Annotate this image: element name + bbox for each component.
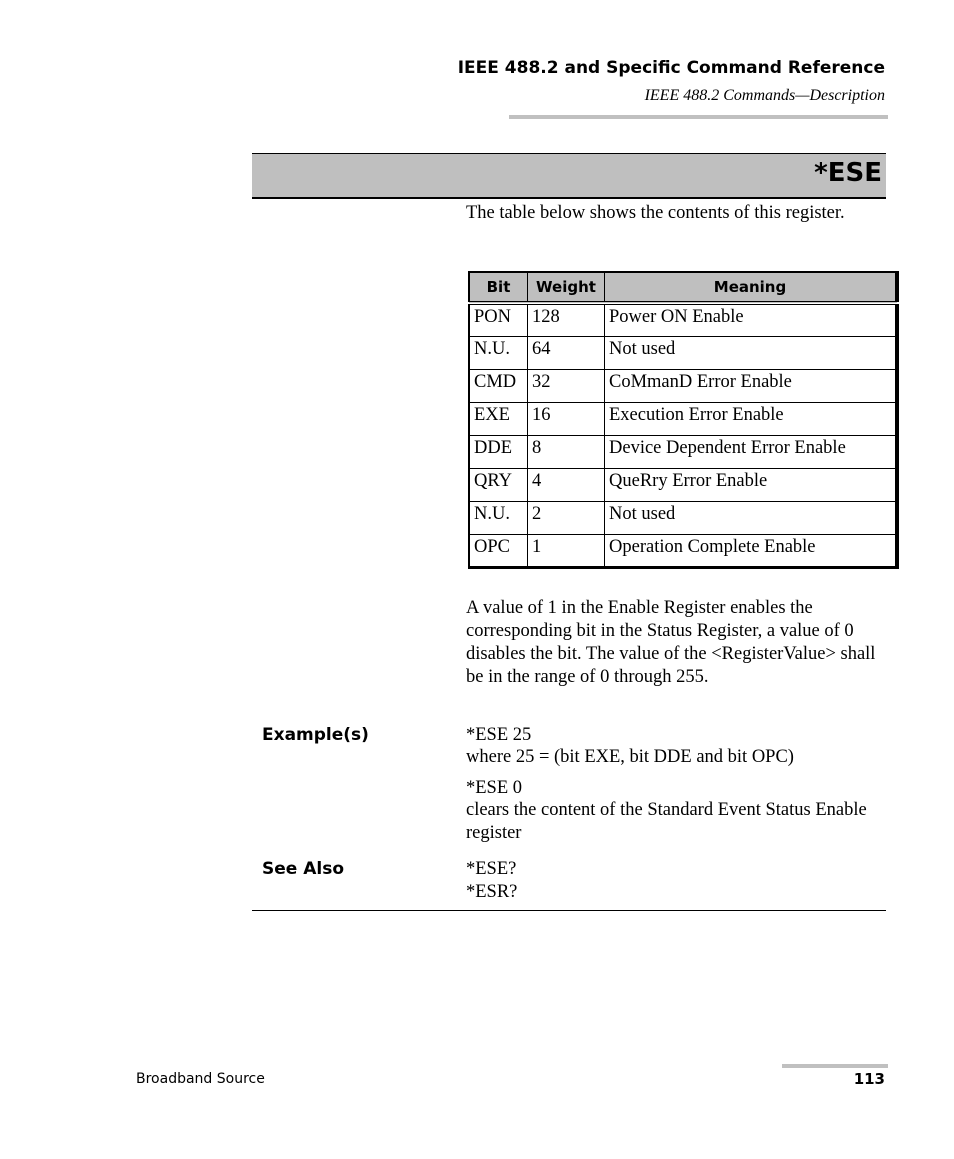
see-also-link[interactable]: *ESE? <box>466 859 517 879</box>
table-row <box>469 336 897 369</box>
see-also-link[interactable]: *ESR? <box>466 882 518 902</box>
cell-bit: EXE <box>469 402 528 435</box>
cell-meaning: Not used <box>605 501 898 534</box>
example-code: *ESE 0 <box>466 778 523 798</box>
cell-meaning: QueRry Error Enable <box>605 468 898 501</box>
cell-weight: 32 <box>528 369 605 402</box>
cell-meaning: Not used <box>605 336 898 369</box>
section-end-rule <box>252 910 886 911</box>
table-row <box>469 468 897 501</box>
table-row <box>469 534 897 567</box>
cell-weight: 1 <box>528 534 605 567</box>
cell-meaning: Execution Error Enable <box>605 402 898 435</box>
page-number: 113 <box>853 1070 885 1088</box>
footer-product: Broadband Source <box>136 1071 265 1087</box>
cell-weight: 8 <box>528 435 605 468</box>
running-header-title: IEEE 488.2 and Specific Command Reference <box>457 58 885 78</box>
column-header-bit: Bit <box>469 272 528 303</box>
cell-bit: N.U. <box>469 501 528 534</box>
table-row <box>469 501 897 534</box>
cell-meaning: Power ON Enable <box>605 303 898 336</box>
cell-weight: 64 <box>528 336 605 369</box>
register-table <box>468 271 899 569</box>
intro-paragraph: The table below shows the contents of this register. <box>466 203 845 223</box>
cell-meaning: CoMmanD Error Enable <box>605 369 898 402</box>
example-description: where 25 = (bit EXE, bit DDE and bit OPC) <box>466 747 794 767</box>
cell-weight: 2 <box>528 501 605 534</box>
cell-meaning: Operation Complete Enable <box>605 534 898 567</box>
example-code: *ESE 25 <box>466 725 532 745</box>
example-description: clears the content of the Standard Event Status Enable register <box>466 800 867 843</box>
enable-description: A value of 1 in the Enable Register enables the corresponding bit in the Status Register, a value of 0 disables the bit. The value of the <RegisterValue> shall be in the range of 0 through 255. <box>466 598 876 687</box>
cell-bit: N.U. <box>469 336 528 369</box>
cell-weight: 16 <box>528 402 605 435</box>
cell-weight: 4 <box>528 468 605 501</box>
cell-bit: QRY <box>469 468 528 501</box>
cell-bit: DDE <box>469 435 528 468</box>
column-header-weight: Weight <box>528 272 605 303</box>
command-name: *ESE <box>814 158 882 188</box>
command-title-bar <box>252 153 886 199</box>
running-header-subtitle: IEEE 488.2 Commands—Description <box>644 87 885 104</box>
cell-bit: OPC <box>469 534 528 567</box>
header-rule <box>509 115 888 119</box>
table-row <box>469 435 897 468</box>
cell-meaning: Device Dependent Error Enable <box>605 435 898 468</box>
table-row <box>469 402 897 435</box>
column-header-meaning: Meaning <box>605 272 898 303</box>
see-also-label: See Also <box>262 859 345 879</box>
table-row <box>469 369 897 402</box>
table-header-row <box>469 272 897 303</box>
examples-label: Example(s) <box>262 725 369 745</box>
footer-rule <box>782 1064 888 1068</box>
cell-bit: PON <box>469 303 528 336</box>
cell-bit: CMD <box>469 369 528 402</box>
cell-weight: 128 <box>528 303 605 336</box>
table-row <box>469 303 897 336</box>
